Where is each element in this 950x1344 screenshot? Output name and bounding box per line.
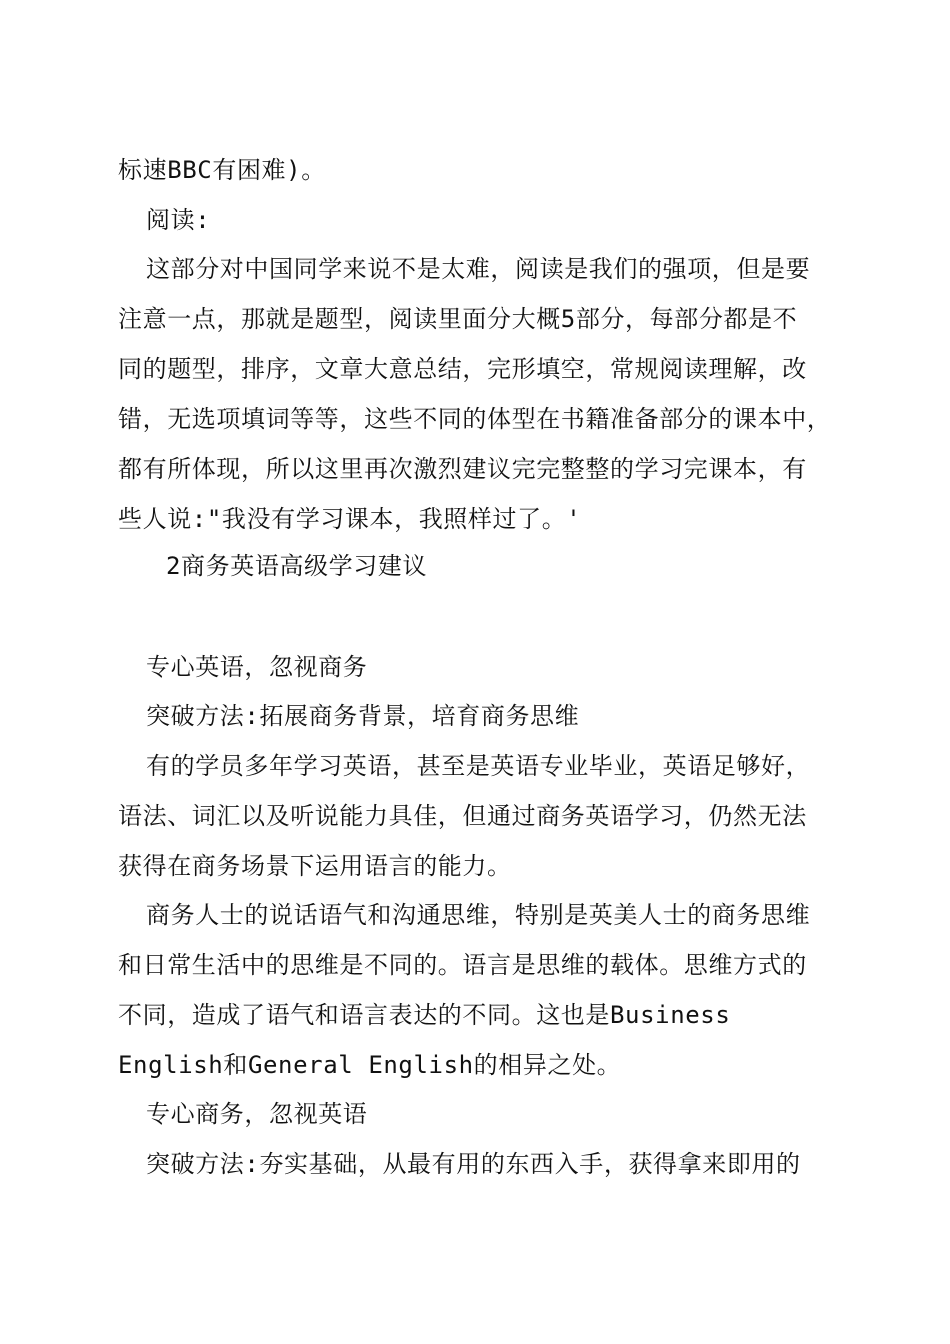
text-line: 错，无选项填词等等，这些不同的体型在书籍准备部分的课本中， [118,405,832,433]
text-line: 商务人士的说话语气和沟通思维，特别是英美人士的商务思维 [146,901,811,929]
text-line: 注意一点，那就是题型，阅读里面分大概5部分，每部分都是不 [118,305,798,333]
text-line: English和General English的相异之处。 [118,1051,622,1079]
subheading: 专心英语，忽视商务 [146,653,368,681]
section-heading-reading: 阅读: [146,206,211,234]
text-line: 同的题型，排序，文章大意总结，完形填空，常规阅读理解，改 [118,355,807,383]
text-line: 和日常生活中的思维是不同的。语言是思维的载体。思维方式的 [118,951,807,979]
text-line: 语法、词汇以及听说能力具佳，但通过商务英语学习，仍然无法 [118,802,807,830]
text-line: 些人说:"我没有学习课本，我照样过了。' [118,505,582,533]
text-line: 都有所体现，所以这里再次激烈建议完完整整的学习完课本，有 [118,455,807,483]
text-line: 有的学员多年学习英语，甚至是英语专业毕业，英语足够好， [146,752,811,780]
text-line: 突破方法:拓展商务背景，培育商务思维 [146,702,580,730]
text-line: 不同，造成了语气和语言表达的不同。这也是Business [118,1001,731,1029]
text-line: 获得在商务场景下运用语言的能力。 [118,852,512,880]
text-line: 突破方法:夯实基础，从最有用的东西入手，获得拿来即用的 [146,1150,801,1178]
section-heading-advice: 2商务英语高级学习建议 [166,552,428,580]
text-line: 标速BBC有困难)。 [118,156,326,184]
subheading: 专心商务，忽视英语 [146,1100,368,1128]
text-line: 这部分对中国同学来说不是太难，阅读是我们的强项，但是要 [146,255,811,283]
